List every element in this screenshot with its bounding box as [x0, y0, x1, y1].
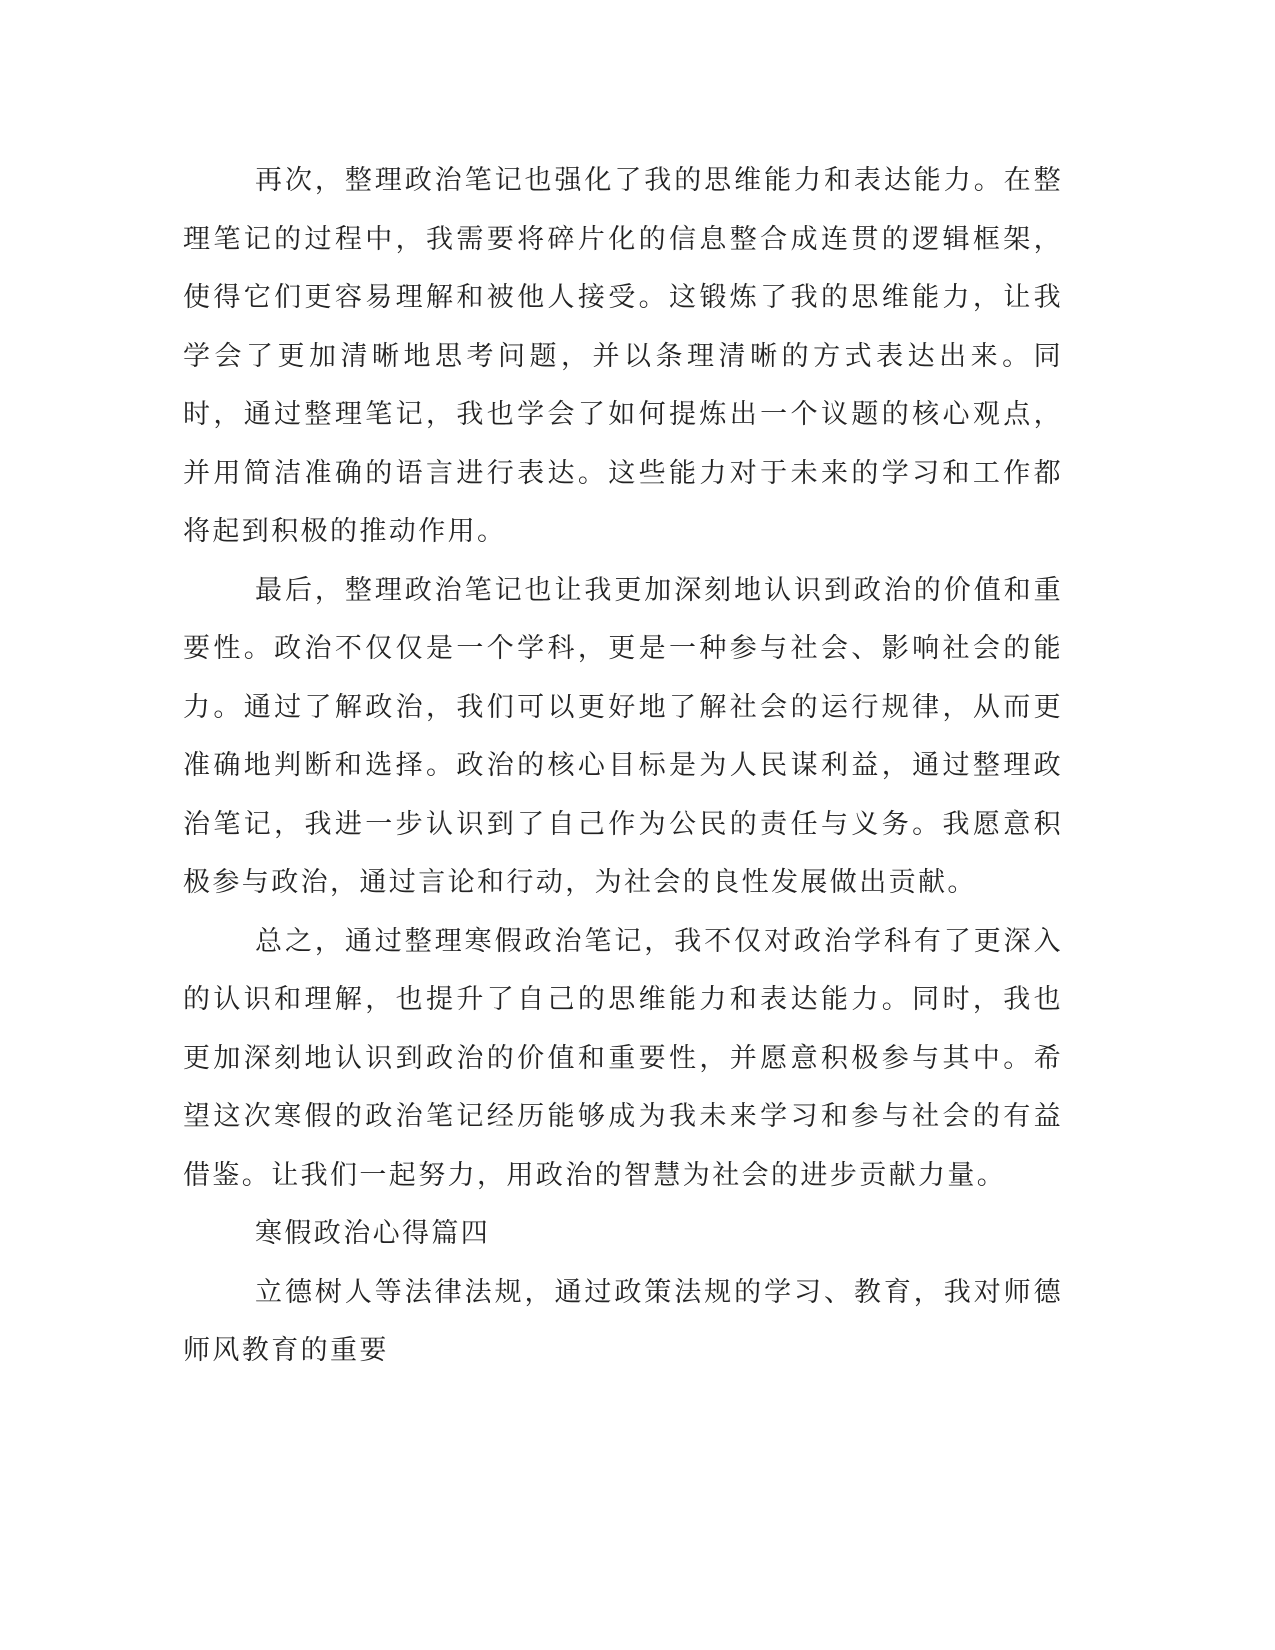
section-heading: 寒假政治心得篇四	[255, 1218, 491, 1249]
paragraph-conclusion: 总之，通过整理寒假政治笔记，我不仅对政治学科有了更深入的认识和理解，也提升了自己的思维能力和表达能力。同时，我也更加深刻地认识到政治的价值和重要性，并愿意积极参与其中。希望这次寒假的政治笔记经历能够成为我未来学习和参与社会的有益借鉴。让我们一起努力，用政治的智慧为社会的进步贡献力量。	[183, 925, 1063, 1191]
paragraph-thinking-ability: 再次，整理政治笔记也强化了我的思维能力和表达能力。在整理笔记的过程中，我需要将碎片化的信息整合成连贯的逻辑框架，使得它们更容易理解和被他人接受。这锻炼了我的思维能力，让我学会了更加清晰地思考问题，并以条理清晰的方式表达出来。同时，通过整理笔记，我也学会了如何提炼出一个议题的核心观点，并用简洁准确的语言进行表达。这些能力对于未来的学习和工作都将起到积极的推动作用。	[183, 165, 1063, 547]
paragraph-value-of-politics: 最后，整理政治笔记也让我更加深刻地认识到政治的价值和重要性。政治不仅仅是一个学科，更是一种参与社会、影响社会的能力。通过了解政治，我们可以更好地了解社会的运行规律，从而更准确地判断和选择。政治的核心目标是为人民谋利益，通过整理政治笔记，我进一步认识到了自己作为公民的责任与义务。我愿意积极参与政治，通过言论和行动，为社会的良性发展做出贡献。	[183, 574, 1063, 898]
document-body	[183, 152, 1063, 1381]
paragraph-section-four-start: 立德树人等法律法规，通过政策法规的学习、教育，我对师德师风教育的重要	[183, 1276, 1063, 1366]
